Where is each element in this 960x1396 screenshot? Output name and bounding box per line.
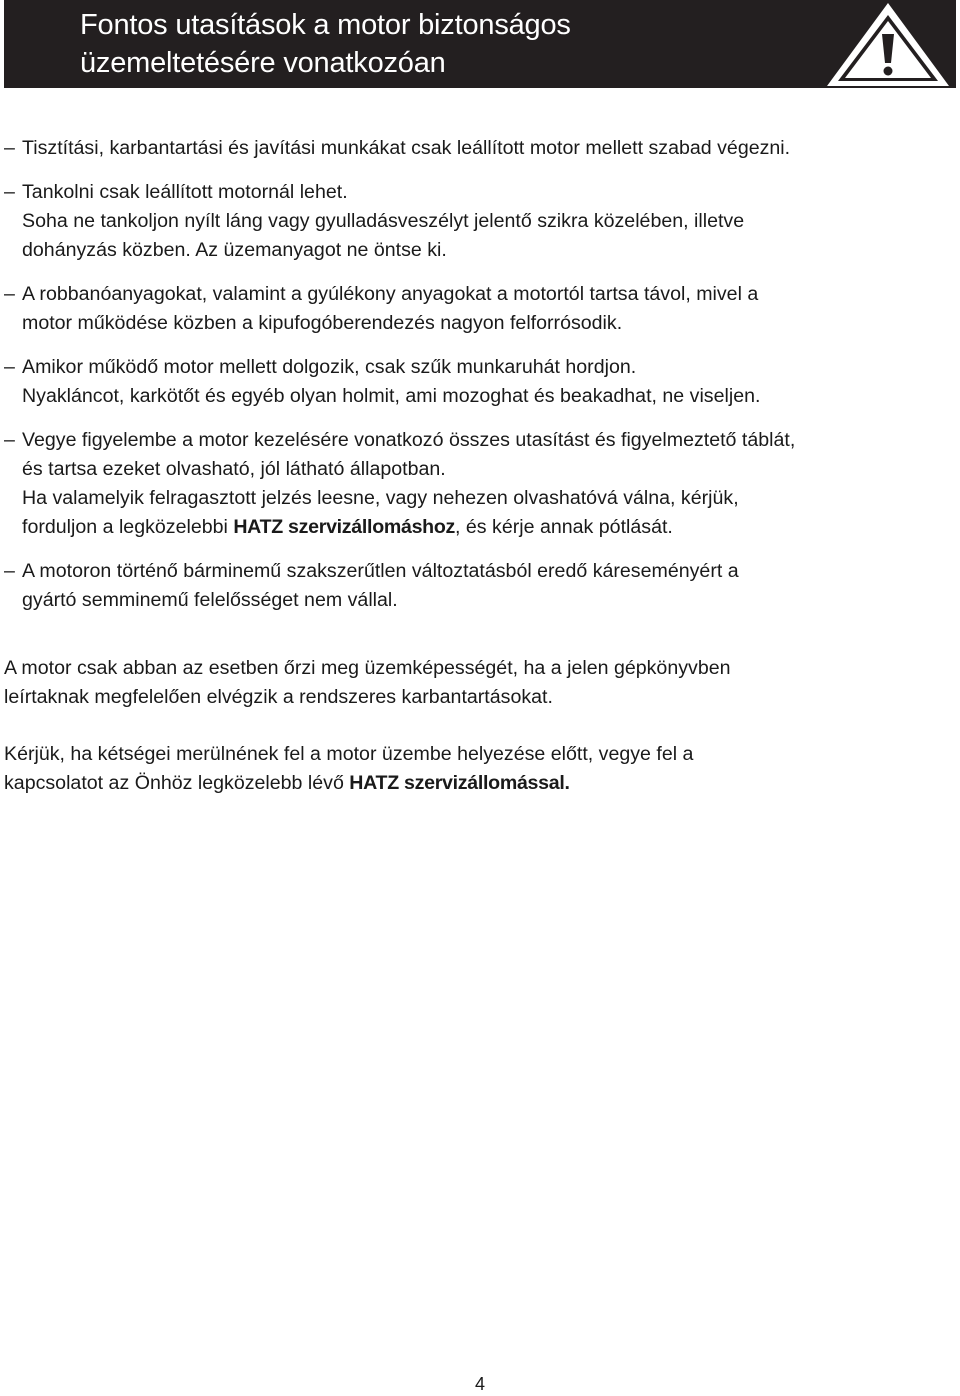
list-item-line: Amikor működő motor mellett dolgozik, csak szűk munkaruhát hordjon. (22, 356, 637, 378)
list-item-line: és tartsa ezeket olvasható, jól látható állapotban. (22, 458, 446, 480)
page-number: 4 (474, 1374, 485, 1394)
service-station-emphasis: HATZ szervizállomással. (349, 772, 570, 794)
list-item-line: Vegye figyelembe a motor kezelésére vonatkozó összes utasítást és figyelmeztető táblát, (22, 429, 796, 451)
dash-bullet: – (4, 560, 15, 582)
list-item-line: Tankolni csak leállított motornál lehet. (22, 181, 348, 203)
text-run: , és kérje annak pótlását. (455, 516, 673, 538)
list-item-line: Ha valamelyik felragasztott jelzés leesne, vagy nehezen olvashatóvá válna, kérjük, (22, 487, 739, 509)
text-run: kapcsolatot az Önhöz legközelebb lévő (4, 772, 350, 794)
list-item-line: Tisztítási, karbantartási és javítási munkákat csak leállított motor mellett szabad végezni. (22, 137, 791, 159)
list-item (0, 426, 960, 542)
safety-instructions-list (0, 134, 960, 630)
list-item-line (22, 513, 960, 542)
list-item (0, 134, 960, 163)
paragraph-line: leírtaknak megfelelően elvégzik a rendszeres karbantartásokat. (4, 686, 553, 708)
title-line-1: Fontos utasítások a motor biztonságos (80, 9, 571, 41)
paragraph-line: A motor csak abban az esetben őrzi meg üzemképességét, ha a jelen gépkönyvben (4, 657, 731, 679)
dash-bullet: – (4, 181, 15, 203)
contact-paragraph (4, 740, 954, 798)
service-station-emphasis: HATZ szervizállomáshoz (233, 516, 456, 538)
list-item (0, 280, 960, 338)
maintenance-paragraph (4, 654, 954, 712)
header-banner (4, 0, 956, 88)
paragraph-line: Kérjük, ha kétségei merülnének fel a motor üzembe helyezése előtt, vegye fel a (4, 743, 694, 765)
text-run: forduljon a legközelebbi (22, 516, 234, 538)
warning-triangle-icon (822, 0, 954, 88)
list-item-line: dohányzás közben. Az üzemanyagot ne öntse ki. (22, 239, 447, 261)
list-item (0, 353, 960, 411)
list-item-line: Nyakláncot, karkötőt és egyéb olyan holmit, ami mozoghat és beakadhat, ne viseljen. (22, 385, 761, 407)
list-item-line: motor működése közben a kipufogóberendezés nagyon felforrósodik. (22, 312, 623, 334)
list-item-line: Soha ne tankoljon nyílt láng vagy gyulladásveszélyt jelentő szikra közelében, illetve (22, 210, 745, 232)
list-item-line: A motoron történő bárminemű szakszerűtlen változtatásból eredő káreseményért a (22, 560, 739, 582)
list-item (0, 557, 960, 615)
list-item-line: A robbanóanyagokat, valamint a gyúlékony anyagokat a motortól tartsa távol, mivel a (22, 283, 759, 305)
title-line-2: üzemeltetésére vonatkozóan (80, 47, 446, 79)
paragraph-line (4, 769, 954, 798)
dash-bullet: – (4, 137, 15, 159)
list-item (0, 178, 960, 265)
page-title (80, 6, 571, 82)
dash-bullet: – (4, 283, 15, 305)
dash-bullet: – (4, 356, 15, 378)
dash-bullet: – (4, 429, 15, 451)
list-item-line: gyártó semminemű felelősséget nem vállal. (22, 589, 398, 611)
